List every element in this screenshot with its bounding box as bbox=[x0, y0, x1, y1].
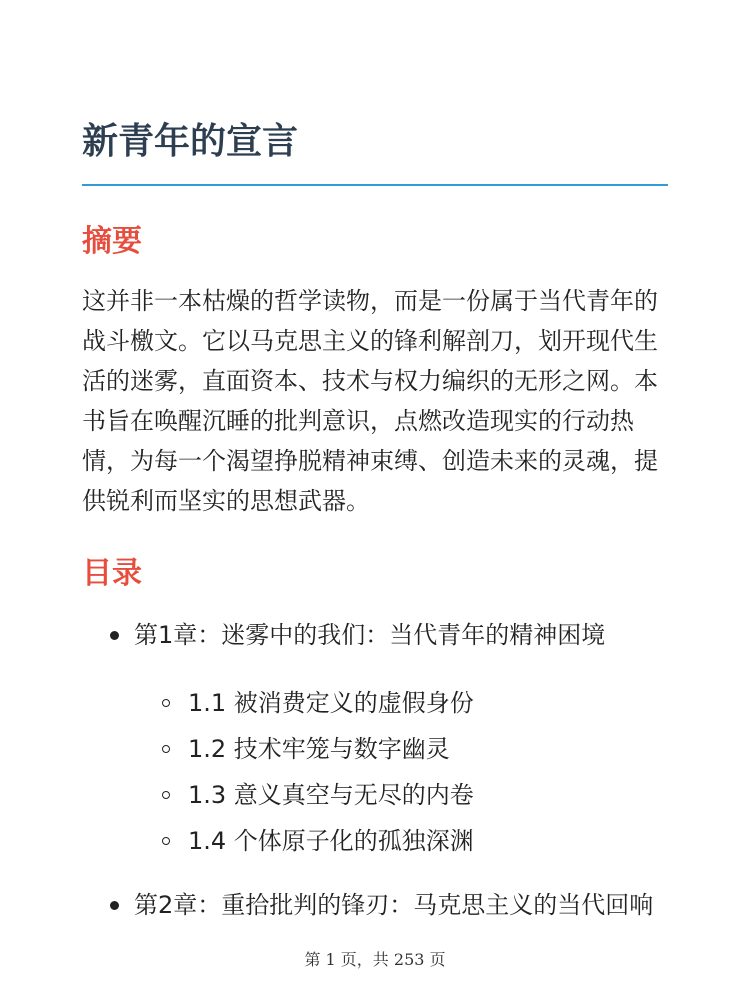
toc-chapter bbox=[82, 614, 668, 866]
toc-section bbox=[134, 682, 668, 728]
section-title: 1.1 被消费定义的虚假身份 bbox=[188, 689, 474, 717]
hollow-bullet-icon bbox=[162, 791, 170, 799]
toc-section bbox=[134, 774, 668, 820]
document-page bbox=[82, 0, 668, 1000]
title-divider bbox=[82, 184, 668, 186]
document-title: 新青年的宣言 bbox=[82, 121, 299, 162]
section-title: 1.2 技术牢笼与数字幽灵 bbox=[188, 735, 450, 763]
abstract-heading: 摘要 bbox=[82, 224, 142, 259]
page-number-footer: 第 1 页，共 253 页 bbox=[304, 950, 446, 969]
abstract-text: 这并非一本枯燥的哲学读物，而是一份属于当代青年的战斗檄文。它以马克思主义的锋利解剖刀，划开现代生活的迷雾，直面资本、技术与权力编织的无形之网。本书旨在唤醒沉睡的批判意识，点燃改造现实的行动热情，为每一个渴望挣脱精神束缚、创造未来的灵魂，提供锐利而坚实的思想武器。 bbox=[82, 287, 658, 515]
hollow-bullet-icon bbox=[162, 837, 170, 845]
toc-section bbox=[134, 820, 668, 866]
filled-bullet-icon bbox=[110, 631, 119, 640]
table-of-contents bbox=[82, 614, 668, 926]
hollow-bullet-icon bbox=[162, 745, 170, 753]
filled-bullet-icon bbox=[110, 901, 119, 910]
section-title: 1.3 意义真空与无尽的内卷 bbox=[188, 781, 474, 809]
chapter-title: 第1章：迷雾中的我们：当代青年的精神困境 bbox=[134, 621, 606, 649]
toc-heading: 目录 bbox=[82, 556, 142, 591]
toc-section-list bbox=[134, 682, 668, 866]
chapter-title: 第2章：重拾批判的锋刃：马克思主义的当代回响 bbox=[134, 891, 654, 919]
toc-chapter bbox=[82, 884, 668, 926]
section-title: 1.4 个体原子化的孤独深渊 bbox=[188, 827, 474, 855]
toc-section bbox=[134, 728, 668, 774]
hollow-bullet-icon bbox=[162, 699, 170, 707]
